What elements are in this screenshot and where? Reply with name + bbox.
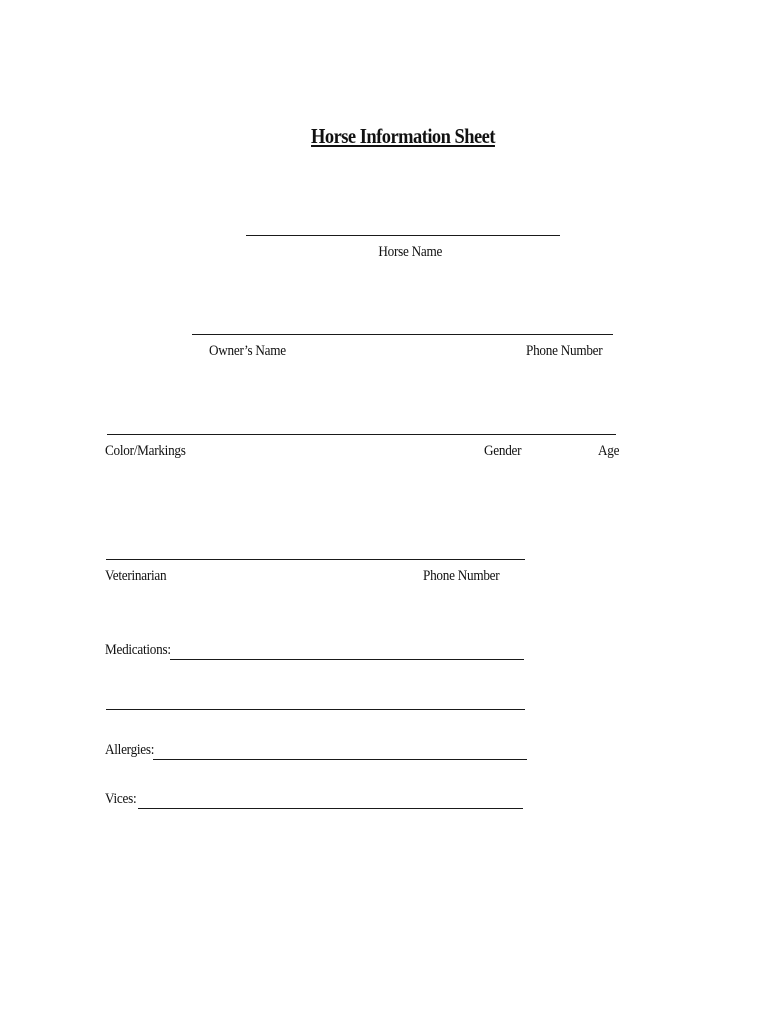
- horse-details-line[interactable]: [107, 434, 616, 435]
- horse-name-label: Horse Name: [378, 244, 443, 260]
- veterinarian-label: Veterinarian: [105, 568, 167, 584]
- age-label: Age: [598, 443, 620, 459]
- medications-label: Medications:: [105, 642, 171, 658]
- allergies-label: Allergies:: [105, 742, 155, 758]
- veterinarian-line[interactable]: [106, 559, 525, 560]
- owner-phone-label: Phone Number: [526, 343, 603, 359]
- allergies-line[interactable]: [153, 759, 527, 760]
- vices-line[interactable]: [138, 808, 523, 809]
- color-markings-label: Color/Markings: [105, 443, 186, 459]
- gender-label: Gender: [484, 443, 522, 459]
- horse-name-line[interactable]: [246, 235, 560, 236]
- vices-label: Vices:: [105, 791, 137, 807]
- medications-line[interactable]: [170, 659, 524, 660]
- vet-phone-label: Phone Number: [423, 568, 500, 584]
- owners-name-label: Owner’s Name: [209, 343, 286, 359]
- medications-line-2[interactable]: [106, 709, 525, 710]
- owner-info-line[interactable]: [192, 334, 613, 335]
- page-title: Horse Information Sheet: [311, 124, 495, 148]
